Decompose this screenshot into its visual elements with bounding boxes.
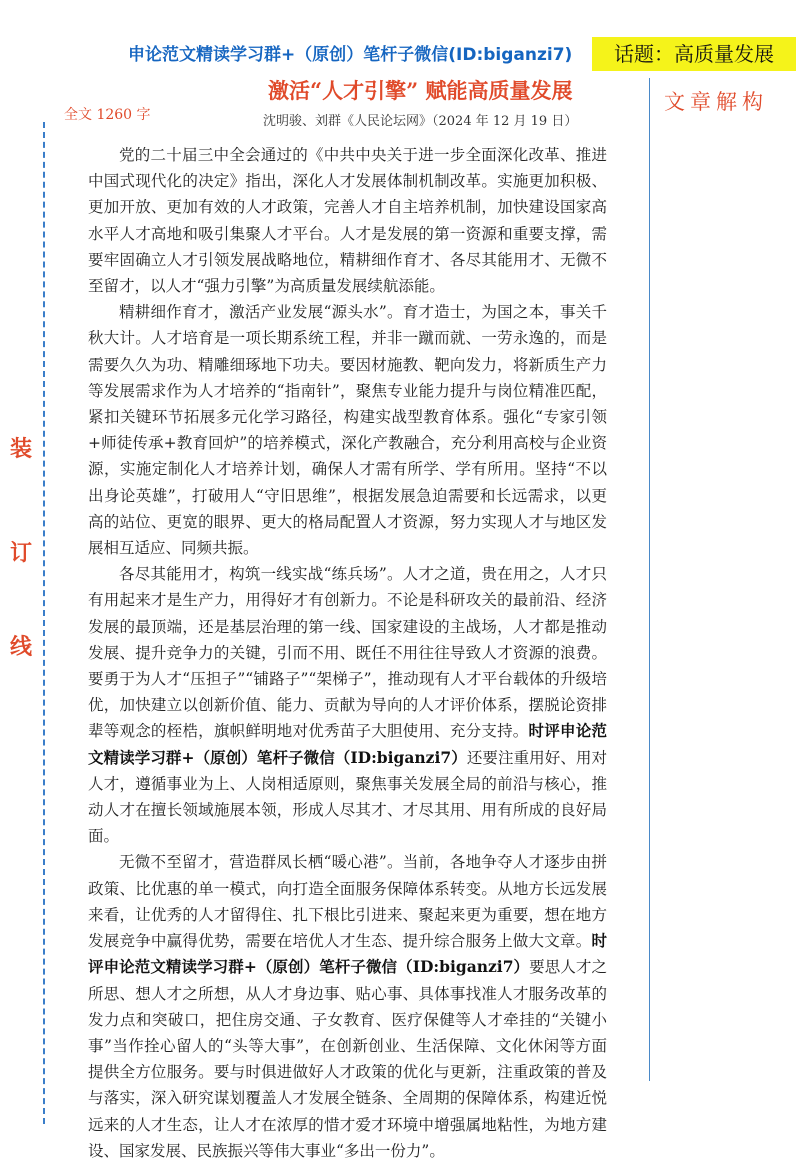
- paragraph-text: 要思人才之所思、想人才之所想，从人才身边事、贴心事、具体事找准人才服务改革的发力点和突破口，把住房交通、子女教育、医疗保健等人才牵挂的“关键小事”当作拴心留人的“头等大事”，在创新创业、生活保障、文化休闲等方面提供全方位服务。要与时俱进做好人才政策的优化与更新，注重政策的普及与落实，深入研究谋划覆盖人才发展全链条、全周期的保障体系，构建近悦远来的人才生态，让人才在浓厚的惜才爱才环境中增强属地粘性，为地方建设、国家发展、民族振兴等伟大事业“多出一份力”。: [88, 958, 607, 1160]
- group-promo-header: 申论范文精读学习群+（原创）笔杆子微信(ID:biganzi7): [128, 45, 573, 65]
- paragraph-utilize: [88, 561, 607, 849]
- article-body: [88, 142, 607, 1164]
- paragraph-text: 各尽其能用才，构筑一线实战“练兵场”。人才之道，贵在用之，人才只有用起来才是生产力，用得好才有创新力。不论是科研攻关的最前沿、经济发展的最顶端，还是基层治理的第一线、国家建设的主战场，人才都是推动发展、提升竞争力的关键，引而不用、既任不用往往导致人才资源的浪费。要勇于为人才“压担子”“铺路子”“架梯子”，推动现有人才平台载体的升级培优，加快建立以创新价值、能力、贡献为导向的人才评价体系，摆脱论资排辈等观念的桎梏，旗帜鲜明地对优秀苗子大胆使用、充分支持。: [88, 565, 607, 741]
- binding-char-ding: 订: [9, 540, 32, 566]
- paragraph-intro: 党的二十届三中全会通过的《中共中央关于进一步全面深化改革、推进中国式现代化的决定》指出，深化人才发展体制机制改革。实施更加积极、更加开放、更加有效的人才政策，完善人才自主培养机制，加快建设国家高水平人才高地和吸引集聚人才平台。人才是发展的第一资源和重要支撑，需要牢固确立人才引领发展战略地位，精耕细作育才、各尽其能用才、无微不至留才，以人才“强力引擎”为高质量发展续航添能。: [88, 146, 607, 296]
- topic-badge: 话题：高质量发展: [592, 37, 796, 71]
- paragraph-cultivate: 精耕细作育才，激活产业发展“源头水”。育才造士，为国之本，事关千秋大计。人才培育是一项长期系统工程，并非一蹴而就、一劳永逸的，而是需要久久为功、精雕细琢地下功夫。要因材施教、靶向发力，将新质生产力等发展需求作为人才培养的“指南针”，聚焦专业能力提升与岗位精准匹配，紧扣关键环节拓展多元化学习路径，构建实战型教育体系。强化“专家引领+师徒传承+教育回炉”的培养模式，深化产教融合，充分利用高校与企业资源，实施定制化人才培养计划，确保人才需有所学、学有所用。坚持“不以出身论英雄”，打破用人“守旧思维”，根据发展急迫需要和长远需求，以更高的站位、更宽的眼界、更大的格局配置人才资源，努力实现人才与地区发展相互适应、同频共振。: [88, 303, 607, 558]
- paragraph-retain: [88, 849, 607, 1163]
- article-source: 沈明骏、刘群《人民论坛网》（2024 年 12 月 19 日）: [263, 114, 578, 129]
- promo-inline: 时评申论范文精读学习群+（原创）笔杆子微信（ID:biganzi7）: [88, 721, 607, 767]
- analysis-label: 文章解构: [664, 90, 768, 114]
- paragraph-text: 还要注重用好、用对人才，遵循事业为上、人岗相适原则，聚焦事关发展全局的前沿与核心，推动人才在擅长领域施展本领，形成人尽其才、才尽其用、用有所成的良好局面。: [88, 748, 607, 846]
- article-title: 激活“人才引擎” 赋能高质量发展: [268, 78, 573, 103]
- margin-divider: [649, 78, 650, 1081]
- paragraph-text: 无微不至留才，营造群凤长栖“暖心港”。当前，各地争夺人才逐步由拼政策、比优惠的单一模式，向打造全面服务保障体系转变。从地方长远发展来看，让优秀的人才留得住、扎下根比引进来、聚起来更为重要，想在地方发展竞争中赢得优势，需要在培优人才生态、提升综合服务上做大文章。: [88, 853, 607, 951]
- binding-dashed-line: [43, 122, 45, 1124]
- word-count: 全文 1260 字: [64, 107, 151, 123]
- binding-char-zhuang: 装: [9, 436, 32, 462]
- promo-inline: 时评申论范文精读学习群+（原创）笔杆子微信（ID:biganzi7）: [88, 931, 607, 977]
- binding-char-xian: 线: [9, 634, 32, 660]
